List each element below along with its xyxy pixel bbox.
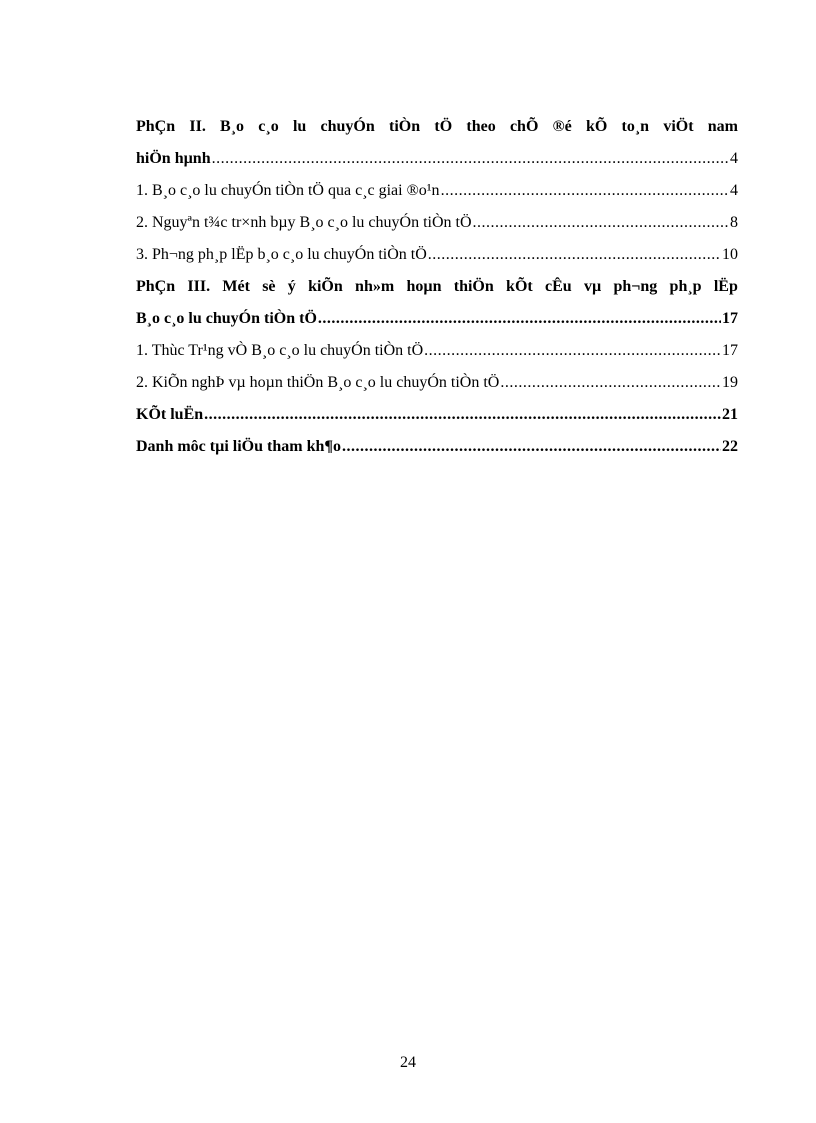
toc-entry-title: 2. Nguyªn t¾c tr×nh bµy B¸o c¸o lu chuyÓn tiÒn tÖ [136,214,472,231]
table-of-contents [136,111,738,463]
toc-word: to¸n [621,118,650,135]
toc-word: kiÕn [308,278,343,295]
toc-word: thiÖn [453,278,494,295]
toc-word: viÖt [663,118,694,135]
toc-word: nam [707,118,738,135]
toc-word: theo [466,118,496,135]
toc-part3-heading-line1 [136,271,738,303]
toc-dot-leader [473,207,729,239]
toc-word: B¸o [220,118,245,135]
toc-word: PhÇn [136,118,176,135]
toc-word: ý [287,278,296,295]
toc-word: kÕ [585,118,608,135]
toc-entry-title: 2. KiÕn nghÞ vµ hoµn thiÖn B¸o c¸o lu chuyÓn tiÒn tÖ [136,374,500,391]
toc-entry-title: hiÖn hµnh [136,150,211,167]
toc-entry-title: 3. Ph¬ng ph¸p lËp b¸o c¸o lu chuyÓn tiÒn tÖ [136,246,427,263]
toc-page-number: 8 [730,214,738,231]
toc-entry-title: B¸o c¸o lu chuyÓn tiÒn tÖ [136,310,317,327]
toc-part3-heading-line2 [136,303,738,335]
toc-word: vµ [583,278,602,295]
toc-entry-title: KÕt luËn [136,406,204,423]
toc-word: cÊu [545,278,572,295]
toc-entry [136,239,738,271]
toc-word: lu [292,118,307,135]
toc-dot-leader [424,335,721,367]
toc-word: ®é [552,118,572,135]
toc-word: lËp [713,278,738,295]
toc-word: hoµn [406,278,442,295]
toc-entry-title: Danh môc tµi liÖu tham kh¶o [136,438,341,455]
toc-word: III. [187,278,211,295]
toc-word: ph¸p [669,278,702,295]
toc-page-number: 22 [722,438,738,455]
toc-word: kÕt [506,278,533,295]
toc-word: II. [189,118,206,135]
page-number-footer: 24 [400,1054,416,1071]
toc-entry-title: 1. Thùc Tr¹ng vÒ B¸o c¸o lu chuyÓn tiÒn tÖ [136,342,424,359]
toc-dot-leader [500,367,721,399]
toc-word: PhÇn [136,278,176,295]
toc-part2-heading-line1 [136,111,738,143]
toc-page-number: 19 [722,374,738,391]
toc-entry-title: 1. B¸o c¸o lu chuyÓn tiÒn tÖ qua c¸c giai ®o¹n [136,182,440,199]
toc-dot-leader [204,399,721,431]
toc-word: tiÒn [389,118,421,135]
toc-page-number: 17 [722,310,738,327]
toc-conclusion [136,399,738,431]
toc-word: chÕ [509,118,539,135]
toc-part2-heading-line2 [136,143,738,175]
toc-dot-leader [318,303,721,335]
toc-dot-leader [342,431,721,463]
toc-word: chuyÓn [320,118,375,135]
toc-page-number: 21 [722,406,738,423]
toc-dot-leader [212,143,729,175]
toc-entry [136,175,738,207]
toc-word: Mét [222,278,250,295]
toc-page-number: 4 [730,182,738,199]
toc-page-number: 17 [722,342,738,359]
toc-entry [136,335,738,367]
toc-word: c¸o [258,118,279,135]
toc-entry [136,367,738,399]
toc-page-number: 4 [730,150,738,167]
toc-page-number: 10 [722,246,738,263]
toc-dot-leader [441,175,729,207]
toc-dot-leader [428,239,721,271]
toc-entry [136,207,738,239]
toc-word: tÖ [434,118,453,135]
toc-word: nh»m [355,278,395,295]
toc-references [136,431,738,463]
toc-word: ph¬ng [613,278,658,295]
toc-word: sè [262,278,276,295]
